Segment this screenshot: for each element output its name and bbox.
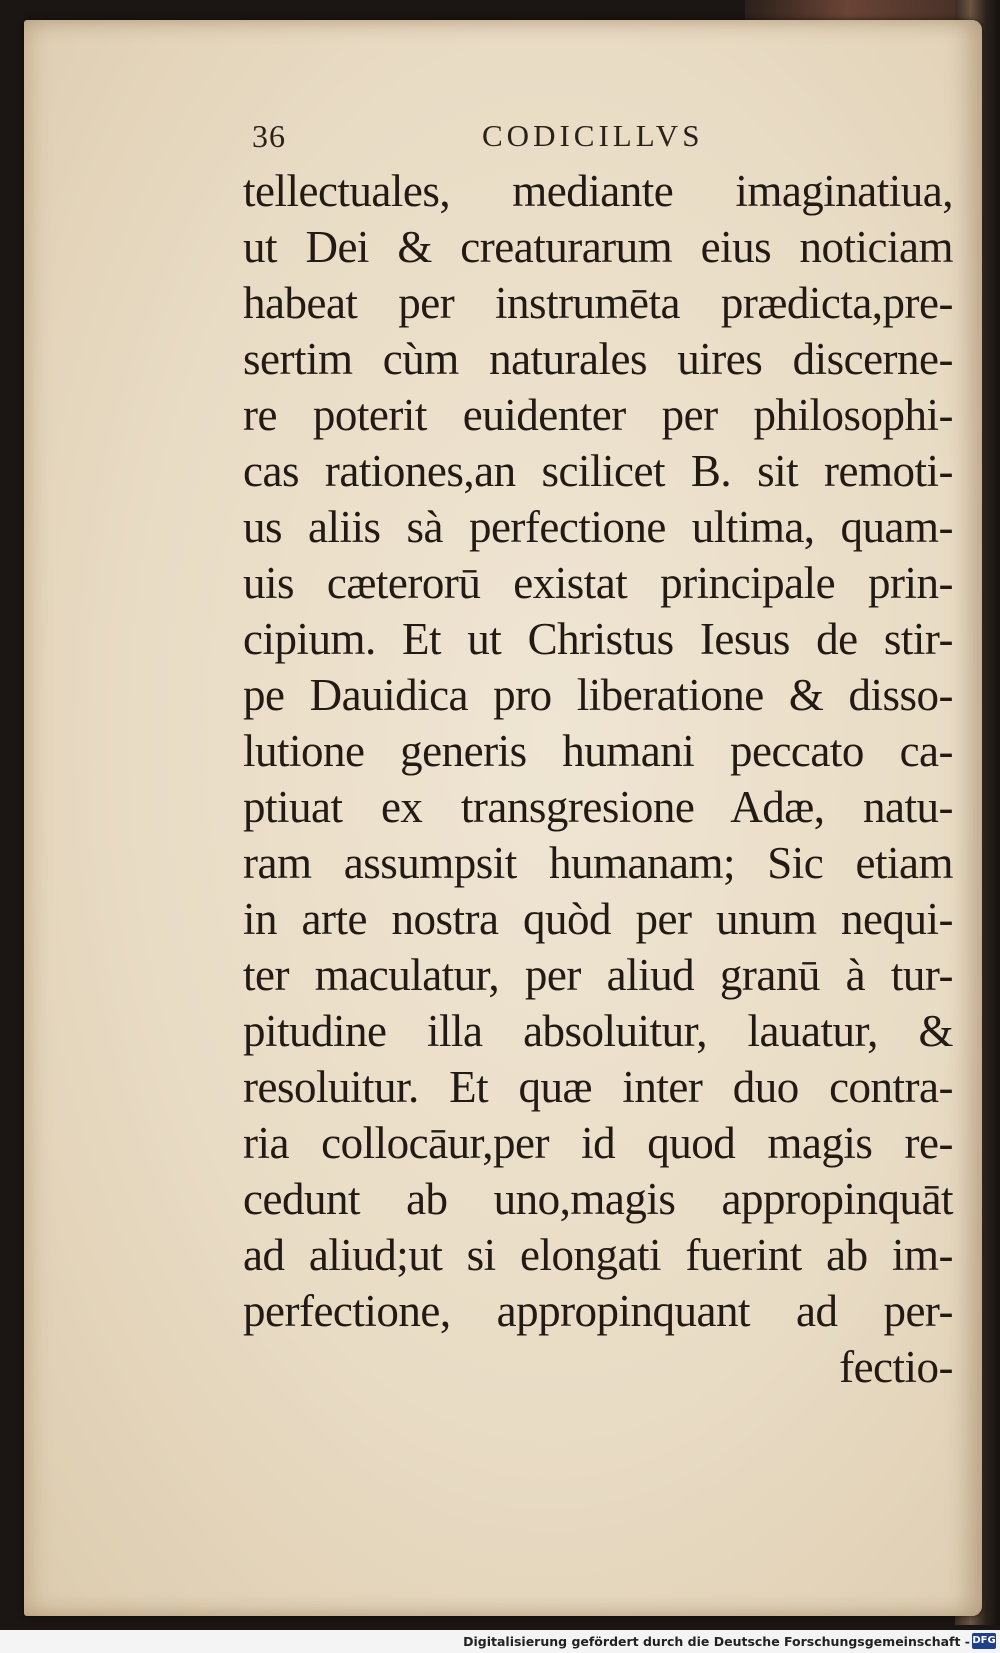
text-line: cipium. Et ut Christus Iesus de stir- [243, 614, 953, 664]
funding-credit: Digitalisierung gefördert durch die Deutsche Forschungsgemeinschaft - [463, 1634, 970, 1649]
text-line: lutione generis humani peccato ca- [243, 726, 953, 776]
text-line: ram assumpsit humanam; Sic etiam [243, 838, 953, 888]
text-line: us aliis sà perfectione ultima, quam- [243, 502, 953, 552]
text-line: pe Dauidica pro liberatione & disso- [243, 670, 953, 720]
text-line: ad aliud;ut si elongati fuerint ab im- [243, 1230, 953, 1280]
digitization-footer [0, 1630, 1000, 1653]
text-line: re poterit euidenter per philosophi- [243, 390, 953, 440]
text-line: resoluitur. Et quæ inter duo contra- [243, 1062, 953, 1112]
catchword: fectio- [839, 1342, 953, 1392]
text-line: ria collocāur,per id quod magis re- [243, 1118, 953, 1168]
text-line: ut Dei & creaturarum eius noticiam [243, 222, 953, 272]
text-line: pitudine illa absoluitur, lauatur, & [243, 1006, 953, 1056]
text-line: in arte nostra quòd per unum nequi- [243, 894, 953, 944]
text-line: ptiuat ex transgresione Adæ, natu- [243, 782, 953, 832]
dfg-logo: DFG [972, 1633, 996, 1649]
page-number: 36 [252, 118, 286, 154]
text-line: perfectione, appropinquant ad per- [243, 1286, 953, 1336]
text-line: ter maculatur, per aliud granū à tur- [243, 950, 953, 1000]
text-line: cedunt ab uno,magis appropinquāt [243, 1174, 953, 1224]
text-line: cas rationes,an scilicet B. sit remoti- [243, 446, 953, 496]
running-title: CODICILLVS [482, 118, 704, 153]
text-line: tellectuales, mediante imaginatiua, [243, 166, 953, 216]
text-line: uis cæterorū existat principale prin- [243, 558, 953, 608]
text-line: sertim cùm naturales uires discerne- [243, 334, 953, 384]
text-line: habeat per instrumēta prædicta,pre- [243, 278, 953, 328]
